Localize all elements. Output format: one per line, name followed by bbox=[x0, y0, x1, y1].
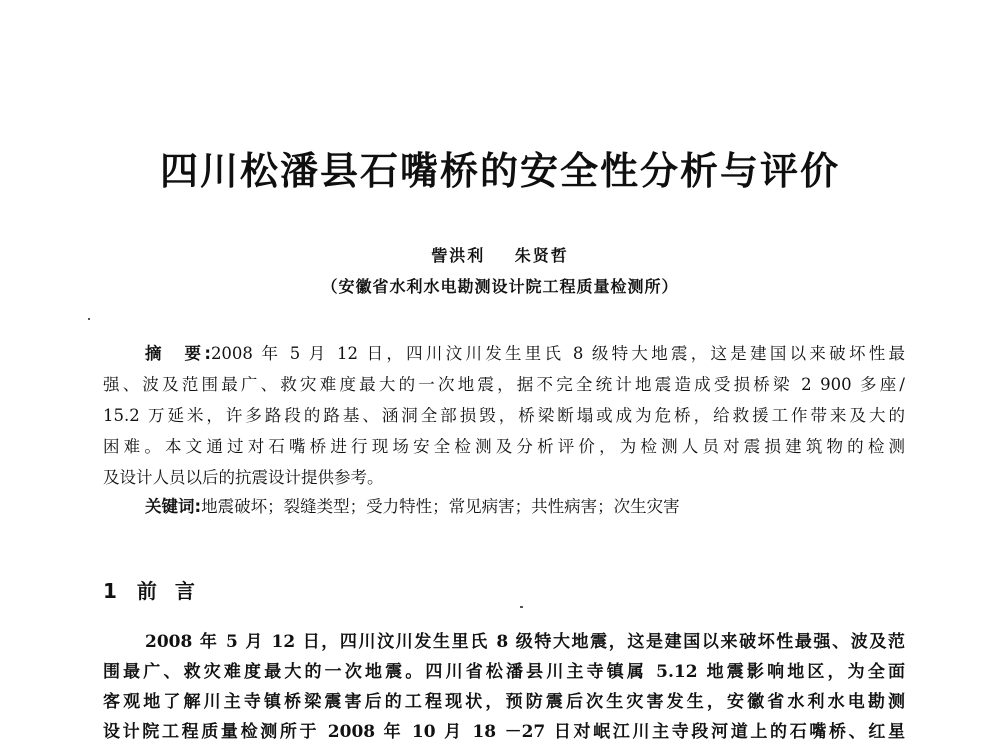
abstract-label: 摘 要: bbox=[145, 344, 211, 363]
author-name: 朱贤哲 bbox=[514, 246, 569, 265]
abstract-line: 摘 要:2008 年 5 月 12 日，四川汶川发生里氏 8 级特大地震，这是建国以来破坏性最 bbox=[145, 344, 905, 363]
body-paragraph bbox=[103, 627, 905, 747]
section-title: 前言 bbox=[136, 579, 213, 603]
body-line: 2008 年 5 月 12 日，四川汶川发生里氏 8 级特大地震，这是建国以来破坏性最强、波及范 bbox=[145, 632, 905, 652]
abstract-line: 及设计人员以后的抗震设计提供参考。 bbox=[103, 468, 384, 487]
abstract-line: 困难。本文通过对石嘴桥进行现场安全检测及分析评价，为检测人员对震损建筑物的检测 bbox=[103, 437, 905, 456]
abstract-line: 15.2 万延米，许多路段的路基、涵洞全部损毁，桥梁断塌或成为危桥，给救援工作带来及大的 bbox=[103, 406, 905, 425]
section-number: 1 bbox=[103, 579, 117, 603]
author-name: 訾洪利 bbox=[431, 246, 486, 265]
body-line: 设计院工程质量检测所于 2008 年 10 月 18 －27 日对岷江川主寺段河道上的石嘴桥、红星 bbox=[103, 722, 905, 742]
scan-speck bbox=[520, 606, 523, 608]
author-affiliation: （安徽省水利水电勘测设计院工程质量检测所） bbox=[321, 277, 679, 296]
abstract-line: 强、波及范围最广、救灾难度最大的一次地震，据不完全统计地震造成受损桥梁 2 900 多座/ bbox=[103, 375, 905, 394]
keywords bbox=[145, 493, 680, 517]
section-heading bbox=[103, 575, 213, 604]
paper-title: 四川松潘县石嘴桥的安全性分析与评价 bbox=[159, 149, 840, 193]
author-list bbox=[0, 243, 1000, 266]
keywords-label: 关键词: bbox=[145, 497, 202, 516]
abstract-block bbox=[103, 338, 905, 493]
body-line: 围最广、救灾难度最大的一次地震。四川省松潘县川主寺镇属 5.12 地震影响地区，为全面 bbox=[103, 662, 905, 682]
scan-speck bbox=[88, 318, 90, 320]
keywords-text: 地震破坏；裂缝类型；受力特性；常见病害；共性病害；次生灾害 bbox=[201, 497, 680, 516]
body-line: 客观地了解川主寺镇桥梁震害后的工程现状，预防震后次生灾害发生，安徽省水利水电勘测 bbox=[103, 692, 905, 712]
